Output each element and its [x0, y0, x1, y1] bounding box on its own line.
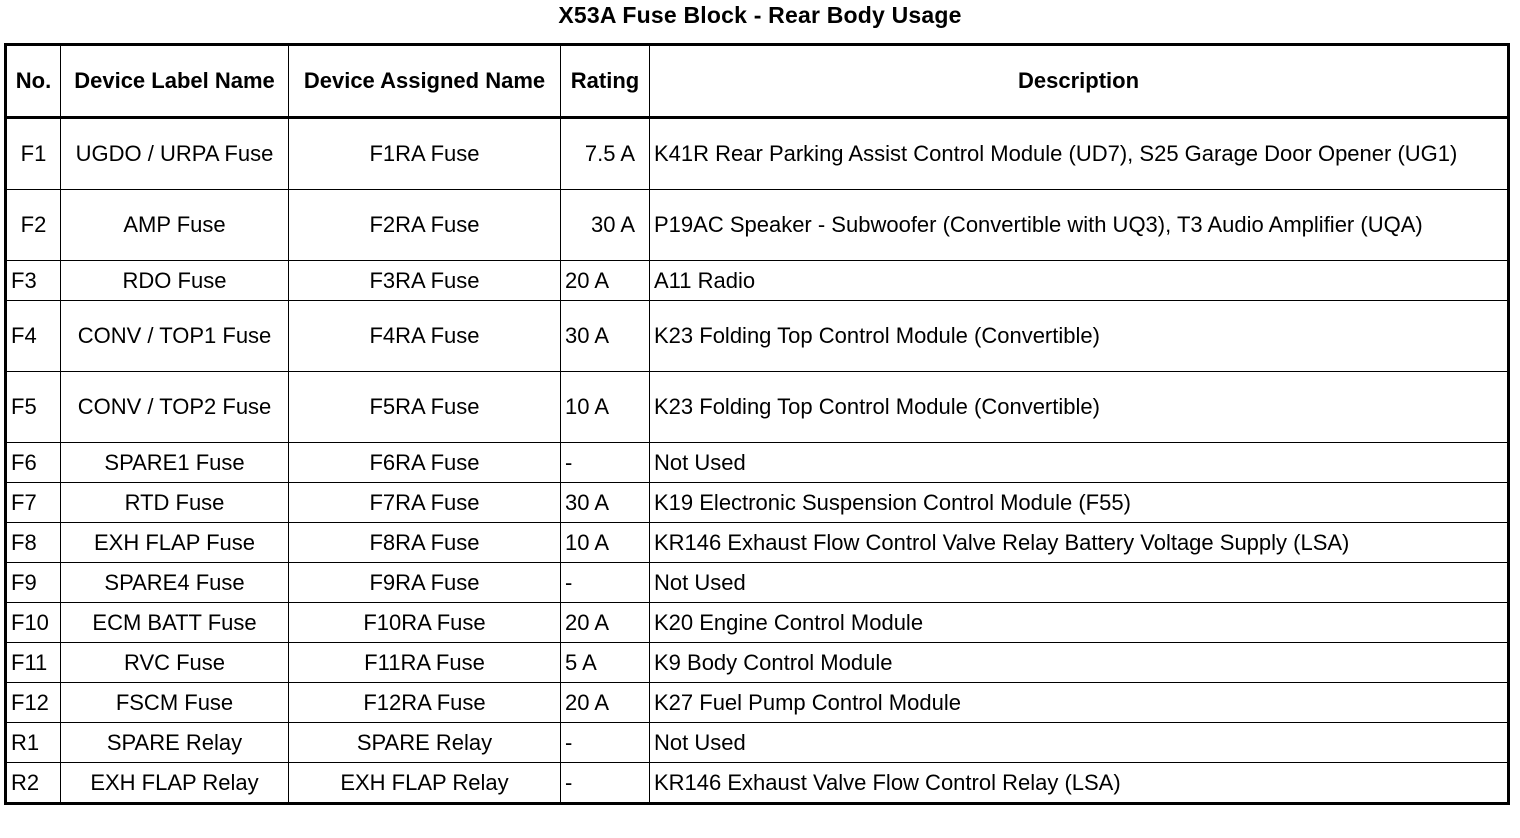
table-row — [6, 118, 1509, 190]
table-row — [6, 603, 1509, 643]
fuse-rating: 30 A — [561, 301, 650, 372]
device-assigned-name: F8RA Fuse — [289, 523, 561, 563]
relay-description: Not Used — [650, 723, 1509, 763]
fuse-description: A11 Radio — [650, 261, 1509, 301]
fuse-number: F7 — [6, 483, 61, 523]
column-header-device-label-name: Device Label Name — [61, 45, 289, 118]
fuse-number: F11 — [6, 643, 61, 683]
fuse-description: K41R Rear Parking Assist Control Module (UD7), S25 Garage Door Opener (UG1) — [650, 118, 1509, 190]
table-row — [6, 261, 1509, 301]
device-label-name: SPARE Relay — [61, 723, 289, 763]
fuse-rating: 30 A — [561, 190, 650, 261]
relay-rating: - — [561, 723, 650, 763]
device-label-name: ECM BATT Fuse — [61, 603, 289, 643]
fuse-description: K23 Folding Top Control Module (Convertible) — [650, 301, 1509, 372]
fuse-description: K19 Electronic Suspension Control Module (F55) — [650, 483, 1509, 523]
column-header-no: No. — [6, 45, 61, 118]
table-row — [6, 563, 1509, 603]
device-assigned-name: F5RA Fuse — [289, 372, 561, 443]
device-assigned-name: F2RA Fuse — [289, 190, 561, 261]
fuse-number: F3 — [6, 261, 61, 301]
device-assigned-name: EXH FLAP Relay — [289, 763, 561, 804]
table-header-row — [6, 45, 1509, 118]
fuse-rating: 10 A — [561, 372, 650, 443]
device-label-name: UGDO / URPA Fuse — [61, 118, 289, 190]
fuse-description: P19AC Speaker - Subwoofer (Convertible with UQ3), T3 Audio Amplifier (UQA) — [650, 190, 1509, 261]
fuse-number: F4 — [6, 301, 61, 372]
fuse-number: F8 — [6, 523, 61, 563]
fuse-description: K20 Engine Control Module — [650, 603, 1509, 643]
fuse-usage-table — [4, 43, 1510, 805]
device-assigned-name: F4RA Fuse — [289, 301, 561, 372]
table-row — [6, 643, 1509, 683]
device-assigned-name: F6RA Fuse — [289, 443, 561, 483]
device-label-name: RVC Fuse — [61, 643, 289, 683]
device-label-name: CONV / TOP2 Fuse — [61, 372, 289, 443]
device-assigned-name: F1RA Fuse — [289, 118, 561, 190]
device-label-name: RDO Fuse — [61, 261, 289, 301]
table-row — [6, 443, 1509, 483]
device-assigned-name: F9RA Fuse — [289, 563, 561, 603]
fuse-description: Not Used — [650, 443, 1509, 483]
device-label-name: FSCM Fuse — [61, 683, 289, 723]
fuse-rating: - — [561, 563, 650, 603]
fuse-rating: 20 A — [561, 603, 650, 643]
device-label-name: RTD Fuse — [61, 483, 289, 523]
relay-number: R1 — [6, 723, 61, 763]
fuse-description: K9 Body Control Module — [650, 643, 1509, 683]
device-label-name: AMP Fuse — [61, 190, 289, 261]
fuse-rating: 30 A — [561, 483, 650, 523]
device-assigned-name: F10RA Fuse — [289, 603, 561, 643]
fuse-rating: - — [561, 443, 650, 483]
device-assigned-name: SPARE Relay — [289, 723, 561, 763]
device-assigned-name: F12RA Fuse — [289, 683, 561, 723]
device-label-name: EXH FLAP Relay — [61, 763, 289, 804]
relay-rating: - — [561, 763, 650, 804]
fuse-description: Not Used — [650, 563, 1509, 603]
device-label-name: SPARE1 Fuse — [61, 443, 289, 483]
fuse-description: KR146 Exhaust Flow Control Valve Relay Battery Voltage Supply (LSA) — [650, 523, 1509, 563]
fuse-number: F1 — [6, 118, 61, 190]
table-row — [6, 372, 1509, 443]
column-header-description: Description — [650, 45, 1509, 118]
fuse-rating: 20 A — [561, 261, 650, 301]
relay-description: KR146 Exhaust Valve Flow Control Relay (LSA) — [650, 763, 1509, 804]
table-row — [6, 763, 1509, 804]
page-title: X53A Fuse Block - Rear Body Usage — [558, 2, 962, 28]
fuse-rating: 5 A — [561, 643, 650, 683]
device-label-name: SPARE4 Fuse — [61, 563, 289, 603]
fuse-number: F5 — [6, 372, 61, 443]
table-row — [6, 301, 1509, 372]
fuse-rating: 7.5 A — [561, 118, 650, 190]
device-label-name: EXH FLAP Fuse — [61, 523, 289, 563]
fuse-number: F9 — [6, 563, 61, 603]
column-header-rating: Rating — [561, 45, 650, 118]
column-header-device-assigned-name: Device Assigned Name — [289, 45, 561, 118]
table-row — [6, 190, 1509, 261]
fuse-description: K23 Folding Top Control Module (Convertible) — [650, 372, 1509, 443]
fuse-number: F10 — [6, 603, 61, 643]
device-assigned-name: F11RA Fuse — [289, 643, 561, 683]
table-row — [6, 683, 1509, 723]
device-assigned-name: F3RA Fuse — [289, 261, 561, 301]
device-label-name: CONV / TOP1 Fuse — [61, 301, 289, 372]
fuse-rating: 10 A — [561, 523, 650, 563]
device-assigned-name: F7RA Fuse — [289, 483, 561, 523]
fuse-number: F6 — [6, 443, 61, 483]
fuse-rating: 20 A — [561, 683, 650, 723]
table-row — [6, 483, 1509, 523]
relay-number: R2 — [6, 763, 61, 804]
fuse-description: K27 Fuel Pump Control Module — [650, 683, 1509, 723]
fuse-number: F2 — [6, 190, 61, 261]
table-row — [6, 523, 1509, 563]
table-row — [6, 723, 1509, 763]
fuse-number: F12 — [6, 683, 61, 723]
